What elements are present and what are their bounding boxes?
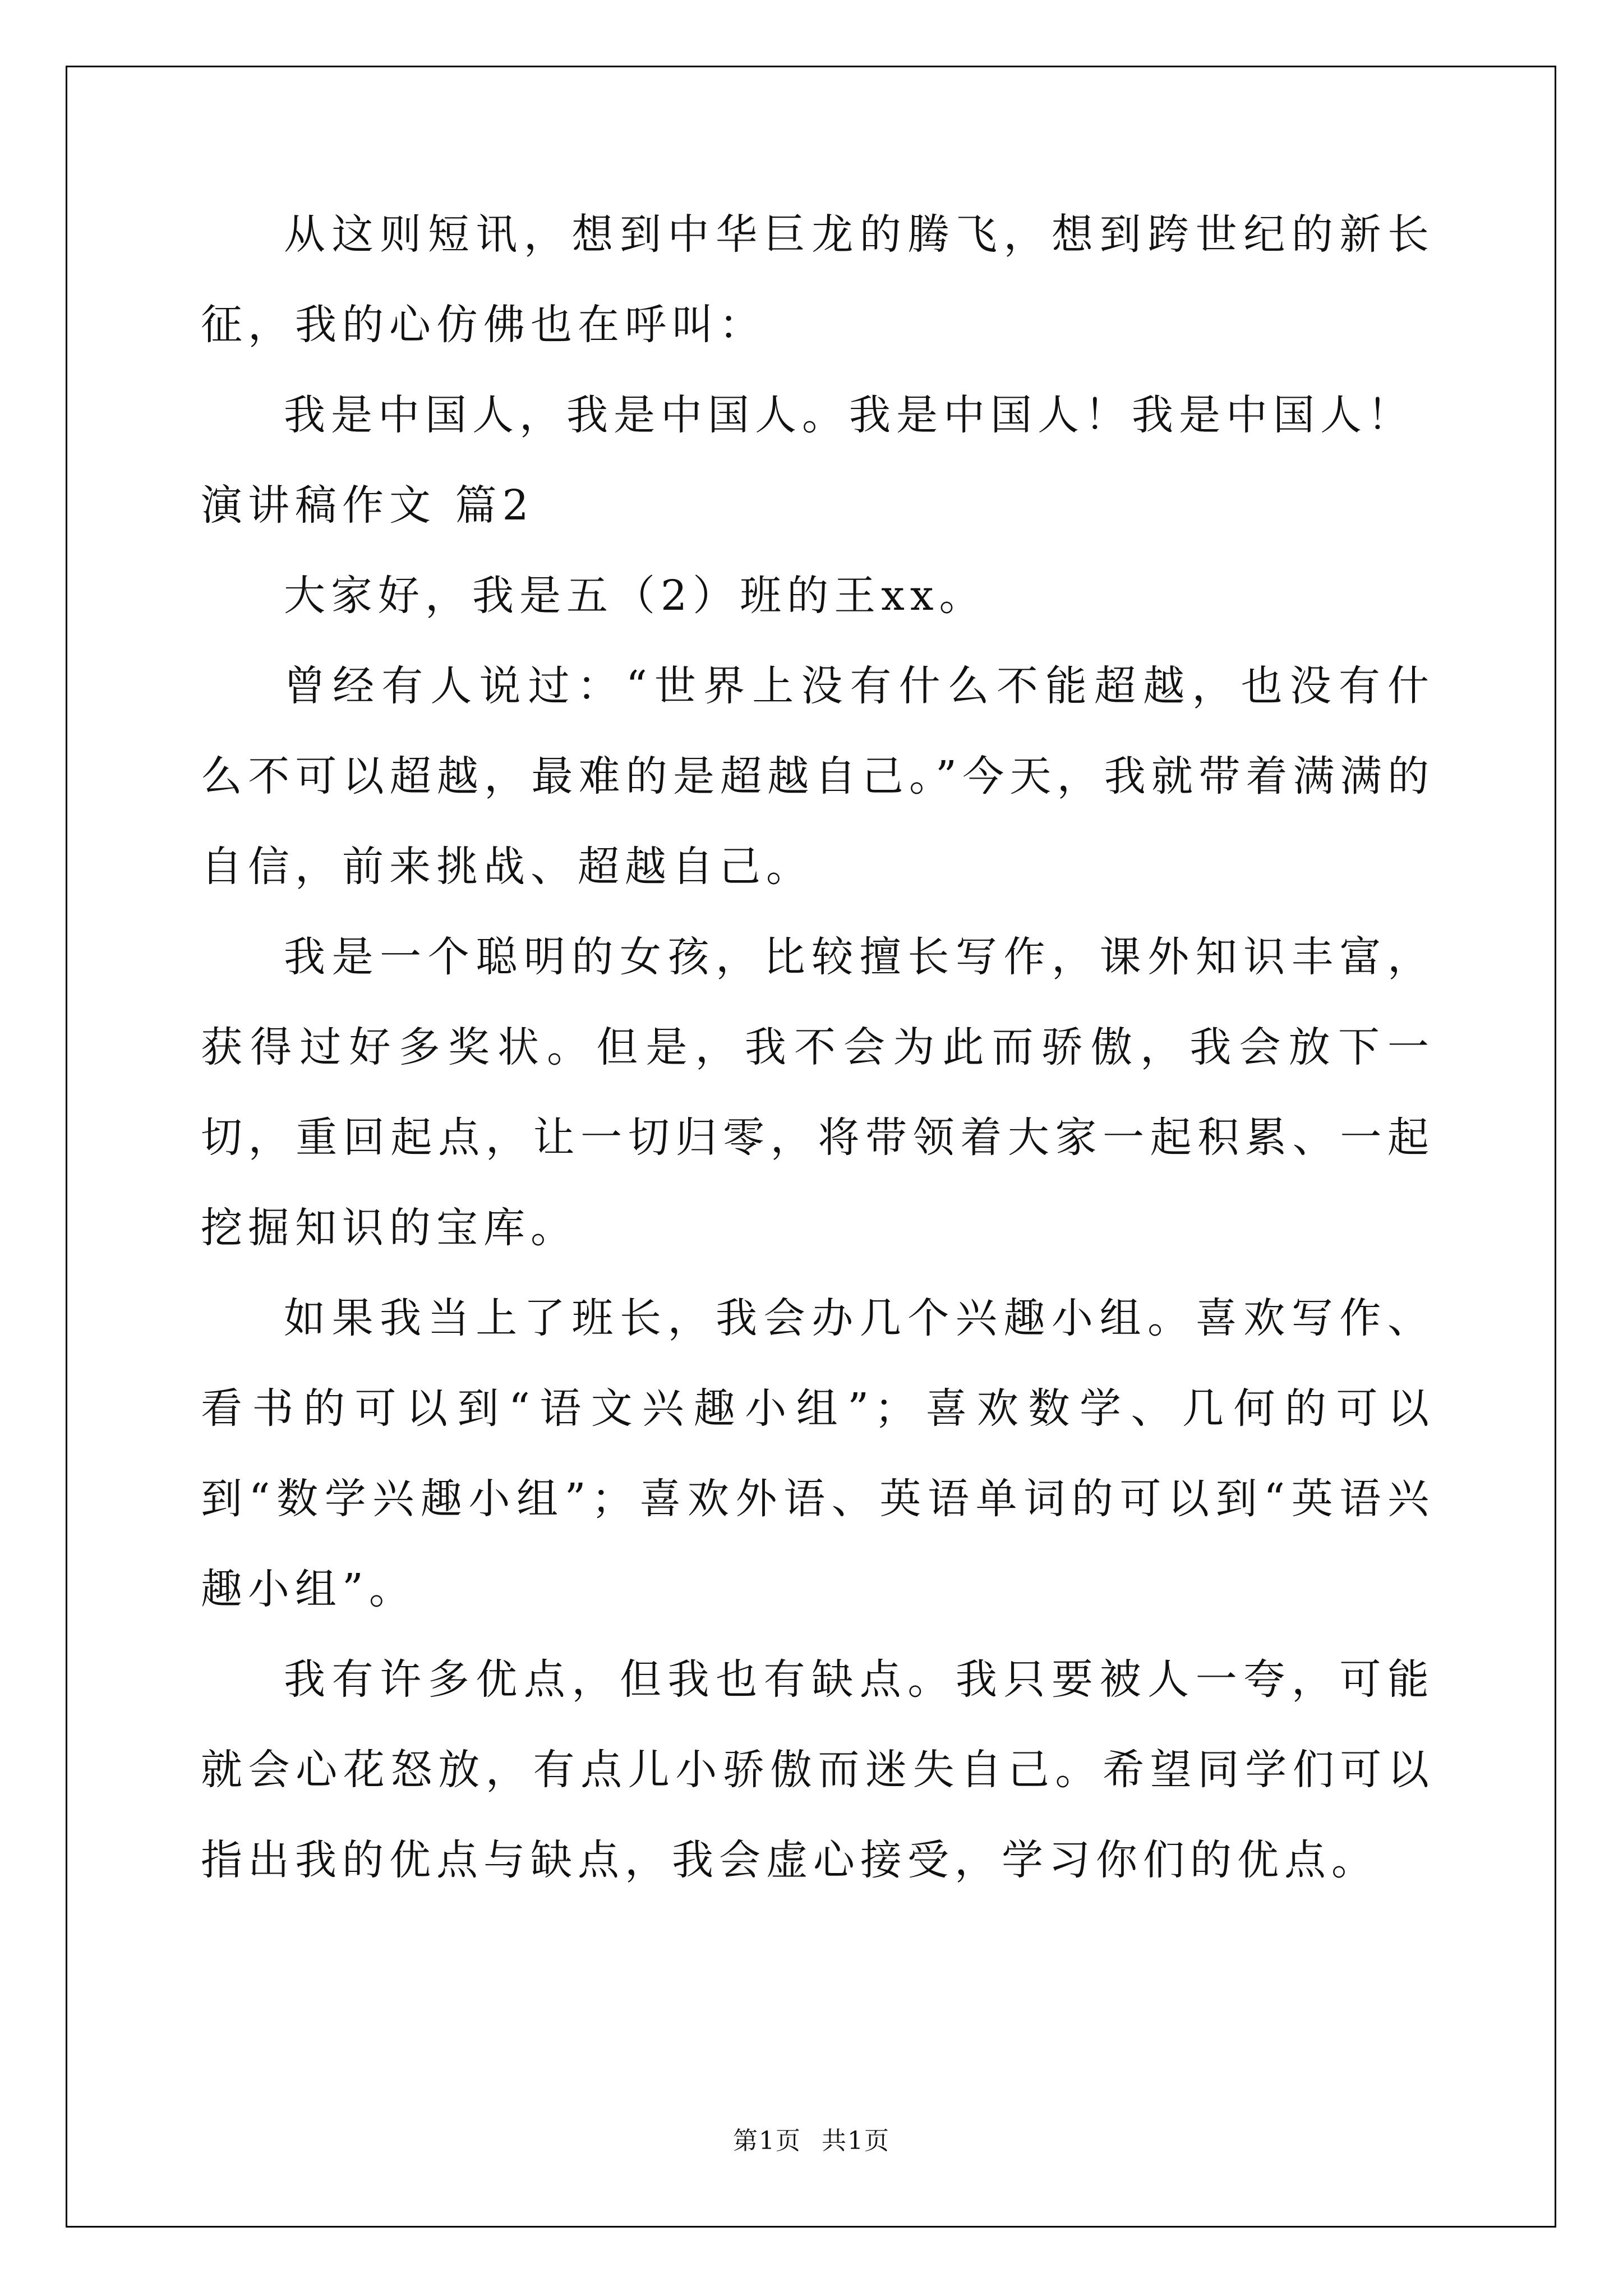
- paragraph-4: 曾经有人说过：“世界上没有什么不能超越，也没有什么不可以超越，最难的是超越自己。”今天，我就带着满满的自信，前来挑战、超越自己。: [201, 662, 1435, 891]
- document-body: [201, 190, 1435, 1906]
- page-footer: [0, 2120, 1623, 2156]
- paragraph-7: 我有许多优点，但我也有缺点。我只要被人一夸，可能就会心花怒放，有点儿小骄傲而迷失自己。希望同学们可以指出我的优点与缺点，我会虚心接受，学习你们的优点。: [201, 1655, 1435, 1884]
- paragraph-5: 我是一个聪明的女孩，比较擅长写作，课外知识丰富，获得过好多奖状。但是，我不会为此而骄傲，我会放下一切，重回起点，让一切归零，将带领着大家一起积累、一起挖掘知识的宝库。: [201, 933, 1435, 1252]
- section-heading: 演讲稿作文 篇2: [201, 481, 534, 530]
- page-number: 第1页: [733, 2127, 801, 2155]
- paragraph-2: 我是中国人，我是中国人。我是中国人！我是中国人！: [284, 391, 1414, 439]
- paragraph-6: 如果我当上了班长，我会办几个兴趣小组。喜欢写作、看书的可以到“语文兴趣小组”；喜欢数学、几何的可以到“数学兴趣小组”；喜欢外语、英语单词的可以到“英语兴趣小组”。: [201, 1294, 1435, 1613]
- page-total: 共1页: [822, 2127, 890, 2155]
- paragraph-3: 大家好，我是五（2）班的王xx。: [284, 572, 986, 620]
- paragraph-1: 从这则短讯，想到中华巨龙的腾飞，想到跨世纪的新长征，我的心仿佛也在呼叫：: [201, 210, 1435, 349]
